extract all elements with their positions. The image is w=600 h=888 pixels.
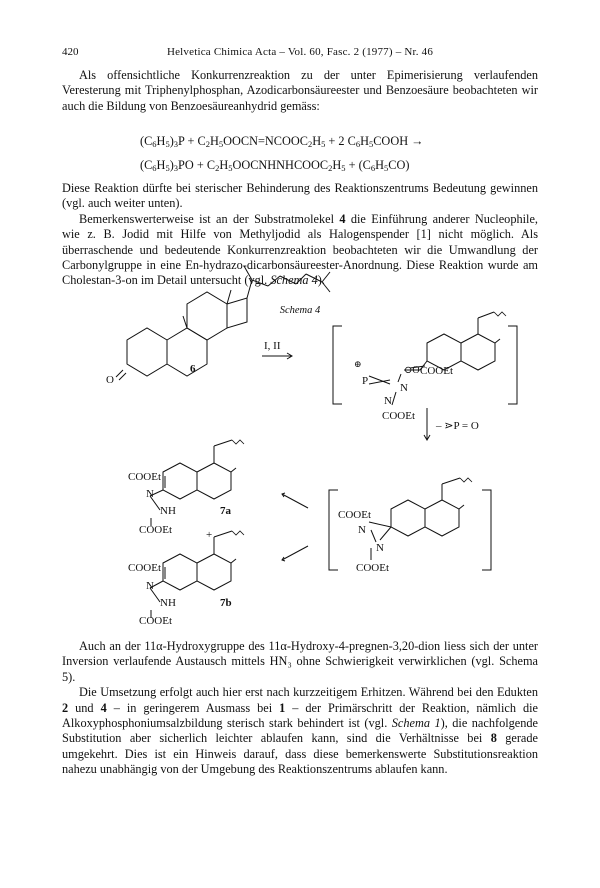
n-label-1: N — [400, 382, 408, 394]
phosphorus-label: P — [362, 375, 369, 387]
7b-nh-label: NH — [160, 597, 176, 609]
running-title: Helvetica Chimica Acta – Vol. 60, Fasc. 2 (1977) – Nr. 46 — [166, 46, 434, 58]
carbonyl-o-label: O — [106, 374, 114, 386]
7a-cooet-upper: COOEt — [128, 471, 161, 483]
int2-cooet-upper: COOEt — [338, 509, 371, 521]
bracket-left-2 — [329, 490, 338, 570]
paragraph-4: Auch an der 11α-Hydroxygruppe des 11α-Hydroxy-4-pregnen-3,20-dion liess sich der unter Inversion verlaufende Austausch mittels HN₃ ohne Schwierigkeit verwirklichen (vgl. Schema 5). — [62, 639, 538, 684]
reagents-label: I, II — [264, 340, 281, 352]
paragraph-3: Bemerkenswerterweise ist an der Substratmolekel 4 die Einführung anderer Nucleophile, wie z. B. Jodid mit Hilfe von Methyljodid als Halogenspender [1] nicht möglich. Als überraschende und bedeutende Konkurrenzreaktion beobachteten wir die Umwandlung der Carbonylgruppe in eine En-hydrazo-dicarbonsäureester-Anordnung. Diese Reaktion wurde am Cholestan-3-on im Detail untersucht (vgl. Schema 4). — [62, 211, 538, 288]
arrow-to-7b — [282, 546, 308, 560]
7a-cooet-lower: COOEt — [139, 524, 172, 536]
7a-n-label: N — [146, 488, 154, 500]
7b-cooet-upper: COOEt — [128, 562, 161, 574]
bracket-right-2 — [482, 490, 491, 570]
bracket-left-1 — [333, 326, 342, 404]
int2-n-label-2: N — [376, 542, 384, 554]
cooet-label-2: COOEt — [382, 410, 415, 422]
7a-nh-label: NH — [160, 505, 176, 517]
phosphonium-charge: ⊕ — [354, 359, 362, 369]
7b-cooet-lower: COOEt — [139, 615, 172, 627]
int2-n-label-1: N — [358, 524, 366, 536]
equation-line-2: $(C_6H_5)_3PO$ + $C_2H_5OOCNHNHCOOC_2H_5 + (C_6H_5CO)$ — [140, 158, 410, 173]
cooet-label-1: COOEt — [420, 365, 453, 377]
equation-line-1: $(C_6H_5)_3P$ + $C_2H_5OOCN=NCOOC_2H_5 + 2$ $C_6H_5COOH$ → — [140, 134, 424, 149]
7a-label: 7a — [220, 505, 231, 517]
arrow-to-7a — [282, 494, 308, 508]
7b-n-label: N — [146, 580, 154, 592]
compound-6-label: 6 — [190, 363, 196, 375]
int2-cooet-lower: COOEt — [356, 562, 389, 574]
paragraph-2: Diese Reaktion dürfte bei sterischer Behinderung des Reaktionszentrums Bedeutung gewinnen (vgl. auch weiter unten). — [62, 181, 538, 211]
7b-label: 7b — [220, 597, 232, 609]
paragraph-4-5-block — [62, 639, 538, 778]
elimination-label: – ⋗P = O — [436, 420, 479, 432]
paragraph-1: Als offensichtliche Konkurrenzreaktion zu der unter Epimerisierung verlaufenden Veresterung mit Triphenylphosphan, Azodicarbonsäureester und Benzoesäure beobachteten wir auch die Bildung von Benzoesäureanhydrid gemäss: — [62, 68, 538, 113]
plus-sign: + — [206, 529, 213, 541]
page-number: 420 — [62, 46, 79, 58]
scheme-caption: Schema 4 — [279, 305, 321, 316]
paragraph-5: Die Umsetzung erfolgt auch hier erst nach kurzzeitigem Erhitzen. Während bei den Edukten 2 und 4 – in geringerem Ausmass bei 1 – der Primärschritt der Reaktion, nämlich die Alkoxyphosphoniumsalzbildung sterisch stark behindert ist (vgl. Schema 1), die nachfolgende Substitution aber sicherlich leichter ablaufen kann, sind die Verhältnisse bei 8 gerade umgekehrt. Dies ist ein Hinweis darauf, dass diese bemerkenswerte Substitutionsreaktion nahezu unabhängig von der Umgebung des Reaktionszentrums ablaufen kann. — [62, 685, 539, 777]
n-label-2: N — [384, 395, 392, 407]
oxide-label: ⊖O — [404, 365, 420, 376]
bracket-right-1 — [508, 326, 517, 404]
cholestanone-structure — [116, 266, 330, 380]
